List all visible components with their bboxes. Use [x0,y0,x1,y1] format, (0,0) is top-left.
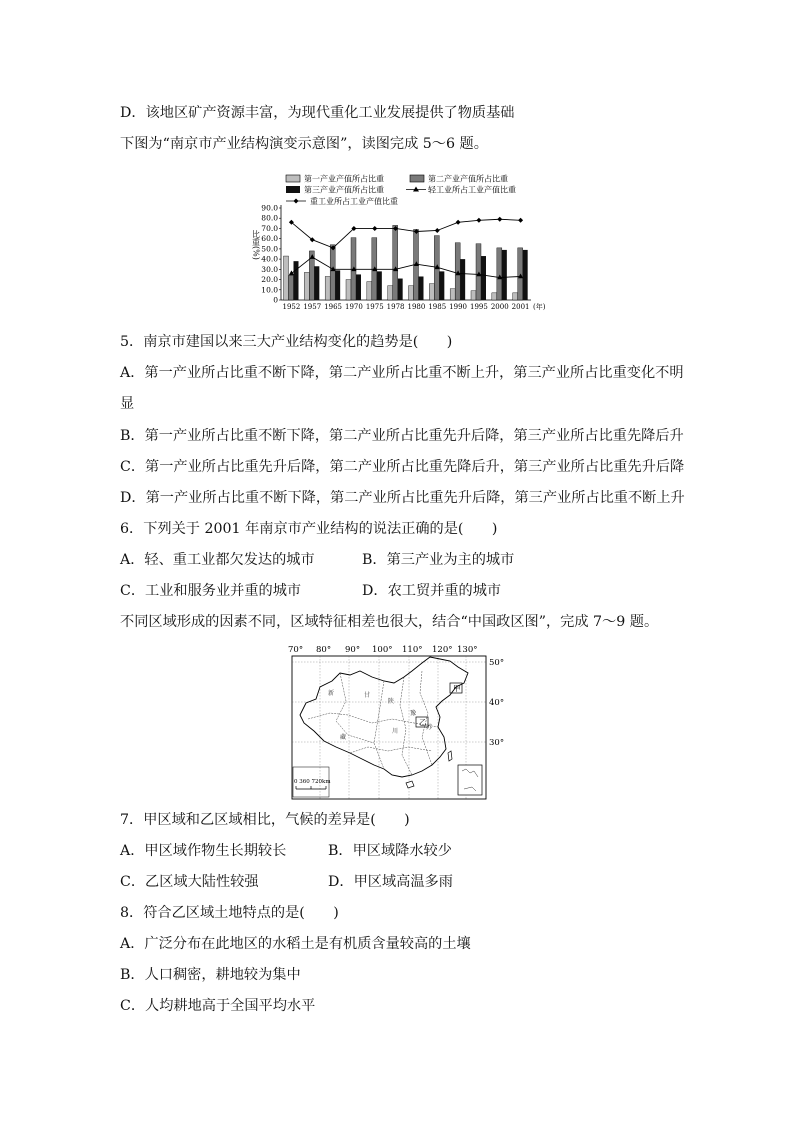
x-tick-label: 1985 [428,303,447,311]
bar-series-3 [294,261,299,300]
bar-series-3 [356,274,361,300]
svg-text:甘: 甘 [364,692,371,699]
intro-q5-6: 下图为“南京市产业结构演变示意图”，读图完成 5～6 题。 [120,136,488,152]
lat-label-40: 40° [489,698,505,708]
bar-series-1 [325,276,330,300]
x-tick-label: 1965 [324,303,342,311]
q5-option-d: D．第一产业所占比重不断下降，第二产业所占比重先升后降，第三产业所占比重不断上升 [120,490,685,506]
bar-series-2 [476,244,481,300]
line-series-light [291,257,520,277]
bar-series-1 [346,280,351,300]
y-tick-label: 50.0 [261,244,278,254]
light-industry-point [289,270,294,275]
lon-label-80: 80° [316,645,332,655]
scale-label: 0 360 720km [294,779,331,785]
heavy-industry-point [372,226,377,231]
legend-label-light: 轻工业所占工业产值比重 [428,185,516,195]
question-6: 6．下列关于 2001 年南京市产业结构的说法正确的是( ) [120,521,498,537]
q6-option-b: B．第三产业为主的城市 [362,552,515,568]
bar-series-3 [419,276,424,300]
y-tick-label: 60.0 [261,234,278,244]
x-tick-label: 1952 [282,303,301,311]
heavy-industry-point [518,218,523,223]
q6-option-d: D．农工贸并重的城市 [362,583,502,599]
x-tick-label: 1995 [470,303,488,311]
heavy-industry-point [476,218,481,223]
bar-series-1 [388,286,393,300]
nanjing-industry-chart [250,172,550,317]
x-tick-label: 2001 [511,303,530,311]
x-tick-label: 1980 [407,303,426,311]
svg-text:新: 新 [328,690,335,697]
q8-option-b: B．人口稠密，耕地较为集中 [120,967,301,983]
bar-series-1 [284,256,289,300]
bar-series-1 [304,272,309,300]
bar-series-2 [330,245,335,300]
q6-option-a: A．轻、重工业都欠发达的城市 [120,552,315,568]
map-frame [292,656,486,799]
bar-series-3 [481,256,486,300]
lon-label-130: 130° [457,645,478,655]
bar-series-2 [393,225,398,300]
province-labels [328,689,433,741]
y-tick-label: 70.0 [261,223,278,233]
bar-series-3 [398,279,403,300]
bar-series-2 [518,248,523,300]
region-jia-label: 甲 [453,684,461,693]
region-yi-label: 乙 [419,718,427,727]
y-tick-label: 10.0 [261,285,278,295]
y-tick-label: 80.0 [261,213,278,223]
q5-option-a-line2: 显 [120,396,135,412]
svg-text:藏: 藏 [340,734,347,741]
svg-text:苏: 苏 [426,724,433,731]
south-china-sea-inset [458,765,482,795]
bar-series-3 [523,250,528,300]
q8-option-a: A．广泛分布在此地区的水稻土是有机质含量较高的土壤 [120,936,471,952]
legend-swatch-secondary [410,175,424,182]
x-tick-label: 1970 [345,303,363,311]
y-axis-label: 比重(%) [251,230,261,260]
q7-option-b: B．甲区域降水较少 [328,843,452,859]
y-tick-label: 90.0 [261,203,278,213]
x-tick-label: 1957 [303,303,322,311]
q8-option-c: C．人均耕地高于全国平均水平 [120,998,316,1014]
y-tick-label: 40.0 [261,254,278,264]
bar-series-3 [439,271,444,300]
bar-series-2 [497,248,502,300]
bar-series-1 [429,284,434,300]
x-tick-label: 1978 [386,303,405,311]
legend-marker-light [413,187,419,192]
q5-option-c: C．第一产业所占比重先升后降，第二产业所占比重先降后升，第三产业所占比重先升后降 [120,459,685,475]
heavy-industry-point [456,220,461,225]
bar-series-3 [314,266,319,300]
heavy-industry-point [435,228,440,233]
svg-text:川: 川 [392,728,399,735]
bar-series-1 [367,282,372,300]
bar-series-2 [289,275,294,300]
china-outline [300,657,468,777]
legend-marker-heavy [294,199,299,204]
q6-option-c: C．工业和服务业并重的城市 [120,583,302,599]
svg-text:豫: 豫 [410,710,417,717]
q4-option-d: D．该地区矿产资源丰富，为现代重化工业发展提供了物质基础 [120,105,515,121]
question-7: 7．甲区域和乙区域相比，气候的差异是( ) [120,812,410,828]
china-political-map [288,643,508,803]
heavy-industry-point [497,217,502,222]
taiwan-island [448,751,452,761]
bar-series-3 [377,271,382,300]
chart-legend [286,174,516,207]
x-tick-label: 2000 [490,303,509,311]
legend-label-tertiary: 第三产业产值所占比重 [304,185,384,195]
bar-series-1 [409,286,414,300]
bar-series-1 [471,291,476,300]
x-tick-label: 1975 [365,303,384,311]
hainan-island [406,781,414,788]
y-tick-label: 30.0 [261,264,278,274]
lat-label-50: 50° [489,658,505,668]
bar-series-1 [450,289,455,300]
legend-label-heavy: 重工业所占工业产值比重 [310,197,398,206]
lon-label-120: 120° [432,645,453,655]
lat-label-30: 30° [489,738,505,748]
x-tick-label: 1990 [449,303,467,311]
q7-option-d: D．甲区域高温多雨 [328,874,453,890]
y-tick-label: 0 [273,295,278,305]
bar-series-1 [513,293,518,300]
legend-label-secondary: 第二产业产值所占比重 [428,174,508,184]
line-series-heavy [291,219,520,248]
q7-option-a: A．甲区域作物生长期较长 [120,843,287,859]
bar-series-1 [492,293,497,300]
y-tick-label: 20.0 [261,275,278,285]
svg-text:陕: 陕 [388,698,395,705]
bar-series-3 [502,250,507,300]
question-5: 5．南京市建国以来三大产业结构变化的趋势是( ) [120,334,453,350]
question-8: 8．符合乙区域土地特点的是( ) [120,905,339,921]
lon-label-90: 90° [345,645,361,655]
lon-label-70: 70° [288,645,304,655]
legend-label-primary: 第一产业产值所占比重 [304,174,384,184]
legend-swatch-primary [286,175,300,182]
lon-label-100: 100° [372,645,393,655]
legend-swatch-tertiary [286,186,300,193]
x-axis-unit: (年) [533,303,546,311]
lon-label-110: 110° [402,645,423,655]
q7-option-c: C．乙区域大陆性较强 [120,874,259,890]
bar-series-3 [335,270,340,300]
q5-option-a-line1: A．第一产业所占比重不断下降，第二产业所占比重不断上升，第三产业所占比重变化不明 [120,365,684,381]
bar-series-3 [460,259,465,300]
q5-option-b: B．第一产业所占比重不断下降，第二产业所占比重先升后降，第三产业所占比重先降后升 [120,428,684,444]
intro-q7-9: 不同区域形成的因素不同，区域特征相差也很大，结合“中国政区图”，完成 7～9 题。 [120,614,659,630]
